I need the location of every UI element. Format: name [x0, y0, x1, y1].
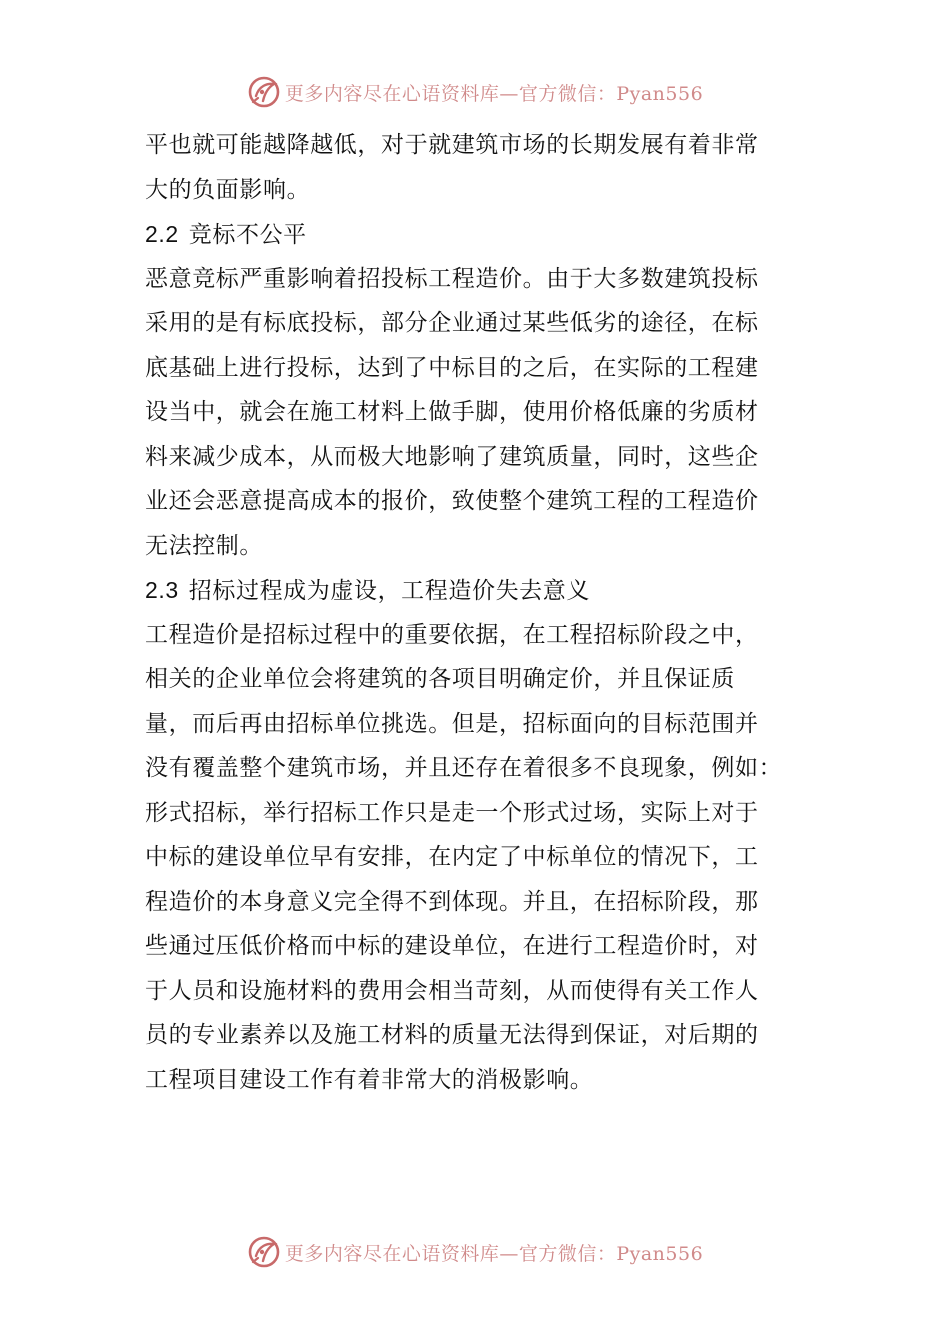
section-heading — [145, 212, 815, 257]
body-text-line: 大的负面影响。 — [145, 176, 311, 203]
section-title: 竞标不公平 — [188, 222, 307, 248]
section-title: 招标过程成为虚设，工程造价失去意义 — [188, 578, 590, 604]
body-text-line: 采用的是有标底投标，部分企业通过某些低劣的途径，在标 — [145, 310, 759, 336]
header-watermark — [0, 72, 950, 112]
watermark-text: 更多内容尽在心语资料库—官方微信：Pyan556 — [284, 82, 704, 105]
watermark-text: 更多内容尽在心语资料库—官方微信：Pyan556 — [284, 1242, 704, 1265]
section-number: 2.3 — [145, 577, 179, 603]
body-text-line: 中标的建设单位早有安排，在内定了中标单位的情况下，工 — [145, 844, 759, 870]
body-text-line: 程造价的本身意义完全得不到体现。并且，在招标阶段，那 — [145, 888, 759, 915]
body-text-line: 无法控制。 — [145, 532, 263, 559]
body-text-line: 形式招标，举行招标工作只是走一个形式过场，实际上对于 — [145, 799, 759, 826]
body-text-line: 些通过压低价格而中标的建设单位，在进行工程造价时，对 — [145, 933, 759, 959]
body-text-line: 员的专业素养以及施工材料的质量无法得到保证，对后期的 — [145, 1022, 759, 1048]
document-body — [145, 123, 815, 1102]
body-text-line: 于人员和设施材料的费用会相当苛刻，从而使得有关工作人 — [145, 977, 759, 1004]
section-number: 2.2 — [145, 221, 179, 247]
body-text-line: 料来减少成本，从而极大地影响了建筑质量，同时，这些企 — [145, 443, 759, 470]
body-text-line: 平也就可能越降越低，对于就建筑市场的长期发展有着非常 — [145, 132, 759, 158]
body-text-line: 底基础上进行投标，达到了中标目的之后，在实际的工程建 — [145, 354, 759, 381]
footer-watermark — [0, 1232, 950, 1272]
body-text-line: 没有覆盖整个建筑市场，并且还存在着很多不良现象，例如： — [145, 755, 783, 781]
xinyu-logo-icon — [247, 1235, 281, 1269]
body-text-line: 量，而后再由招标单位挑选。但是，招标面向的目标范围并 — [145, 710, 759, 737]
body-text-line: 工程造价是招标过程中的重要依据，在工程招标阶段之中， — [145, 621, 759, 648]
body-text-line: 工程项目建设工作有着非常大的消极影响。 — [145, 1066, 594, 1093]
body-text-line: 设当中，就会在施工材料上做手脚，使用价格低廉的劣质材 — [145, 399, 759, 425]
xinyu-logo-icon — [247, 75, 281, 109]
body-text-line: 业还会恶意提高成本的报价，致使整个建筑工程的工程造价 — [145, 488, 759, 514]
section-heading — [145, 568, 815, 613]
body-text-line: 恶意竞标严重影响着招投标工程造价。由于大多数建筑投标 — [145, 265, 759, 292]
body-text-line: 相关的企业单位会将建筑的各项目明确定价，并且保证质 — [145, 666, 735, 692]
